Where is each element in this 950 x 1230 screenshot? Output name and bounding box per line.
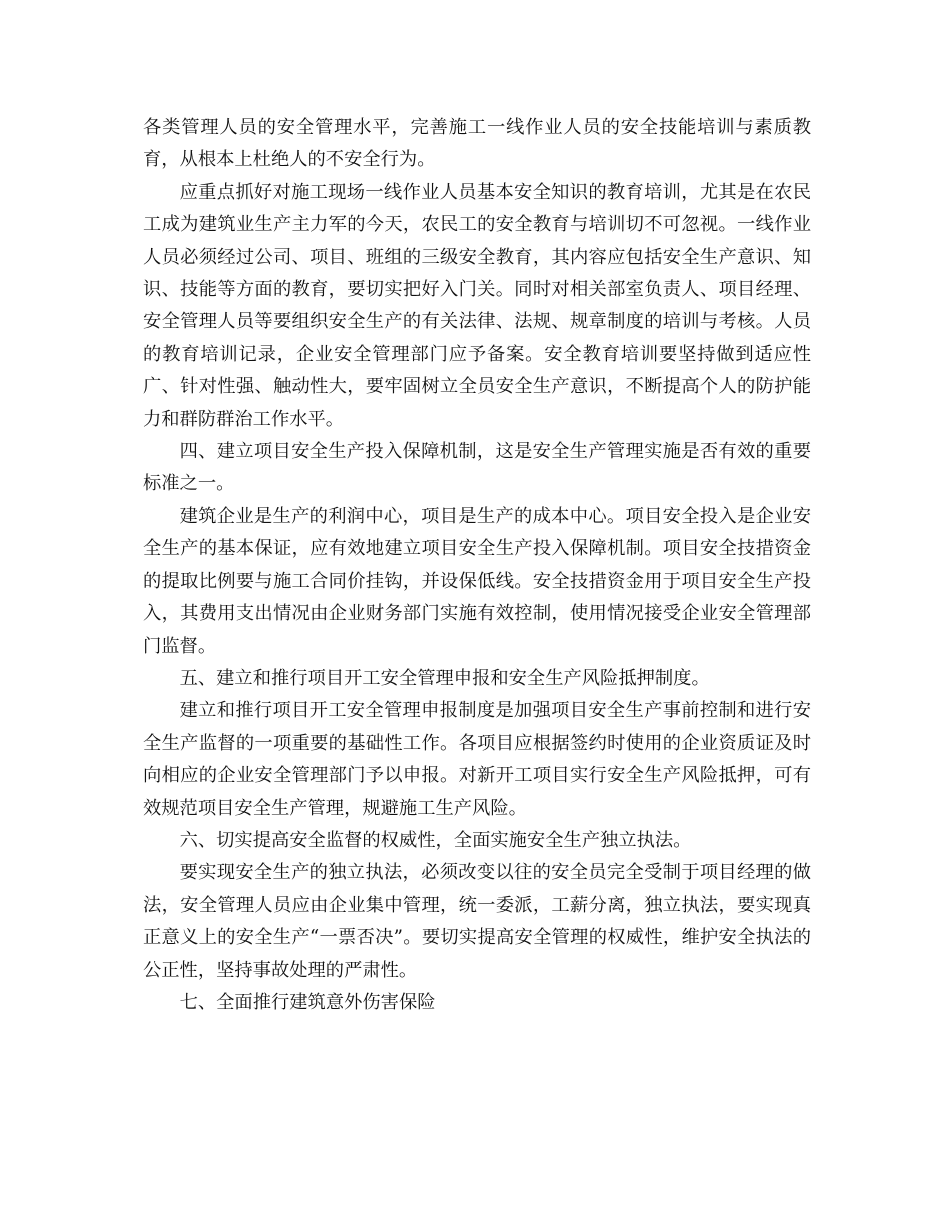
section-heading-4: 四、建立项目安全生产投入保障机制，这是安全生产管理实施是否有效的重要标准之一。 [143, 441, 811, 495]
paragraph-2: 应重点抓好对施工现场一线作业人员基本安全知识的教育培训，尤其是在农民工成为建筑业生产主力军的今天，农民工的安全教育与培训切不可忽视。一线作业人员必须经过公司、项目、班组的三级安全教育，其内容应包括安全生产意识、知识、技能等方面的教育，要切实把好入门关。同时对相关部室负责人、项目经理、安全管理人员等要组织安全生产的有关法律、法规、规章制度的培训与考核。人员的教育培训记录，企业安全管理部门应予备案。安全教育培训要坚持做到适应性广、针对性强、触动性大，要牢固树立全员安全生产意识，不断提高个人的防护能力和群防群治工作水平。 [143, 181, 811, 430]
document-body [143, 112, 811, 1019]
paragraph-1: 各类管理人员的安全管理水平，完善施工一线作业人员的安全技能培训与素质教育，从根本上杜绝人的不安全行为。 [143, 117, 811, 171]
paragraph-6: 建立和推行项目开工安全管理申报制度是加强项目安全生产事前控制和进行安全生产监督的一项重要的基础性工作。各项目应根据签约时使用的企业资质证及时向相应的企业安全管理部门予以申报。对新开工项目实行安全生产风险抵押，可有效规范项目安全生产管理，规避施工生产风险。 [143, 700, 811, 819]
paragraph-4: 建筑企业是生产的利润中心，项目是生产的成本中心。项目安全投入是企业安全生产的基本保证，应有效地建立项目安全生产投入保障机制。项目安全技措资金的提取比例要与施工合同价挂钩，并设保低线。安全技措资金用于项目安全生产投入，其费用支出情况由企业财务部门实施有效控制，使用情况接受企业安全管理部门监督。 [143, 505, 811, 657]
paragraph-8: 要实现安全生产的独立执法，必须改变以往的安全员完全受制于项目经理的做法，安全管理人员应由企业集中管理，统一委派，工薪分离，独立执法，要实现真正意义上的安全生产“一票否决”。要切实提高安全管理的权威性，维护安全执法的公正性，坚持事故处理的严肃性。 [143, 862, 811, 981]
section-heading-6: 六、切实提高安全监督的权威性，全面实施安全生产独立执法。 [179, 829, 692, 851]
section-heading-5: 五、建立和推行项目开工安全管理申报和安全生产风险抵押制度。 [179, 667, 710, 689]
section-heading-7: 七、全面推行建筑意外伤害保险 [179, 991, 436, 1013]
